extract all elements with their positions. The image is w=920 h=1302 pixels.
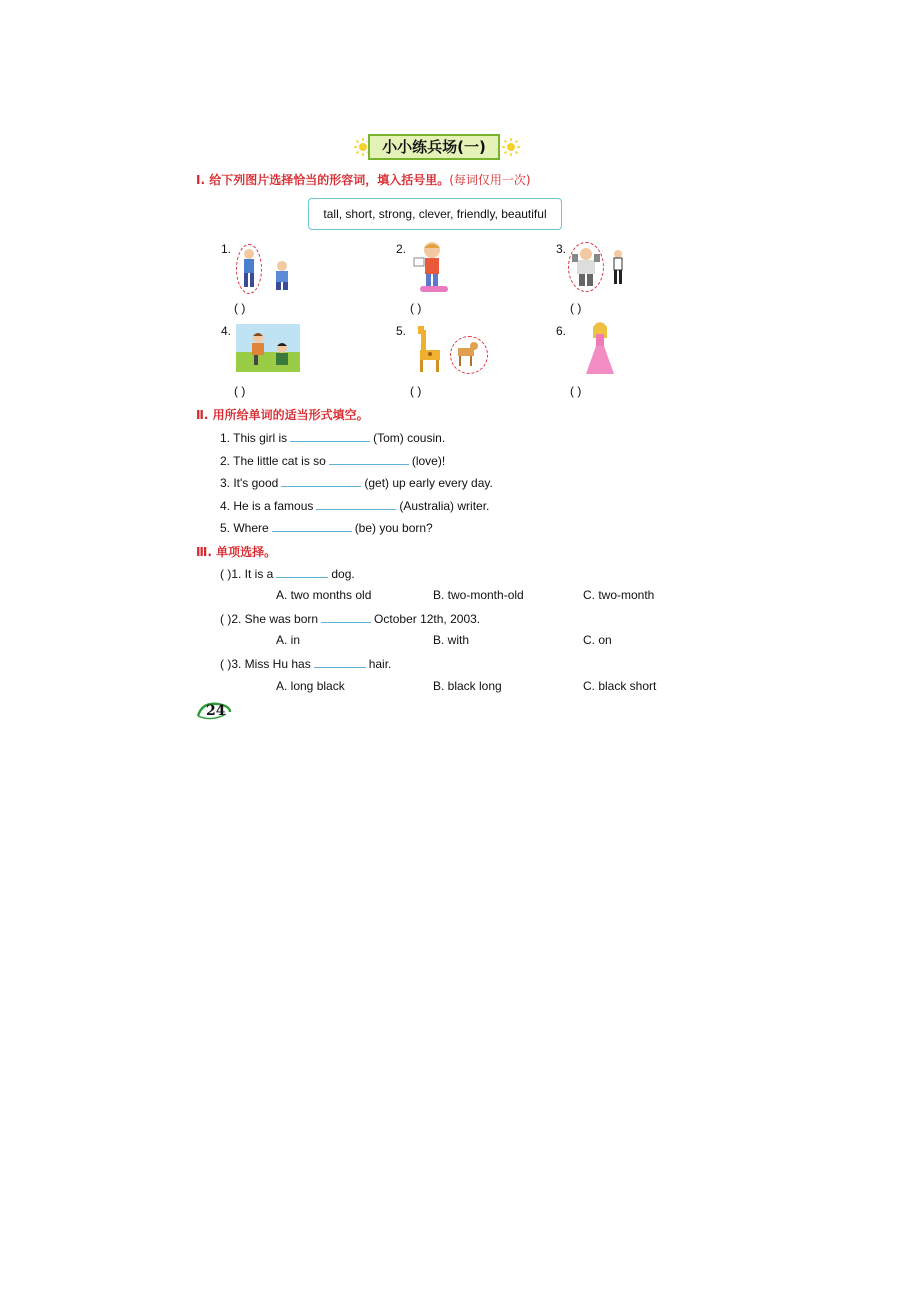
choice-1-text-end: dog. xyxy=(331,567,355,581)
choice-1-blank xyxy=(276,566,328,578)
question-1-blank[interactable] xyxy=(290,430,370,442)
section1-note: (每词仅用一次) xyxy=(449,173,531,187)
friendly-children-picture xyxy=(236,324,300,372)
fill-question-2 xyxy=(220,453,445,468)
choice-1-option-b[interactable]: B. two-month-old xyxy=(433,588,524,602)
page-number: 24 xyxy=(206,703,226,719)
choice-2-option-c[interactable]: C. on xyxy=(583,633,612,647)
question-5-hint: (be) you born? xyxy=(354,521,433,535)
question-5-blank[interactable] xyxy=(272,520,352,532)
question-4-text: 4. He is a famous xyxy=(220,499,314,513)
item-1-answer-paren[interactable]: ( ) xyxy=(234,301,246,315)
choice-2-blank xyxy=(321,611,371,623)
question-3-hint: (get) up early every day. xyxy=(364,476,493,490)
section1-heading-text: Ⅰ. 给下列图片选择恰当的形容词，填入括号里。 xyxy=(196,173,450,187)
question-1-text: 1. This girl is xyxy=(220,431,288,445)
item-4-answer-paren[interactable]: ( ) xyxy=(234,384,246,398)
question-3-text: 3. It's good xyxy=(220,476,279,490)
choice-1-answer-paren[interactable]: ( ) xyxy=(220,567,232,581)
choice-question-3 xyxy=(220,656,391,671)
section3-heading: Ⅲ. 单项选择。 xyxy=(196,545,277,559)
choice-3-text-end: hair. xyxy=(368,657,392,671)
item-6-number: 6. xyxy=(556,324,567,338)
question-3-blank[interactable] xyxy=(281,475,361,487)
fill-question-1 xyxy=(220,430,445,445)
tall-and-short-boys-picture xyxy=(234,244,304,294)
question-1-hint: (Tom) cousin. xyxy=(373,431,446,445)
question-5-text: 5. Where xyxy=(220,521,269,535)
strong-man-picture xyxy=(568,242,634,294)
choice-1-option-a[interactable]: A. two months old xyxy=(276,588,372,602)
choice-2-option-b[interactable]: B. with xyxy=(433,633,470,647)
question-2-blank[interactable] xyxy=(329,453,409,465)
item-6-answer-paren[interactable]: ( ) xyxy=(570,384,582,398)
item-5-answer-paren[interactable]: ( ) xyxy=(410,384,422,398)
fill-question-4 xyxy=(220,498,489,513)
choice-1-text: 1. It is a xyxy=(231,567,274,581)
choice-2-text-end: October 12th, 2003. xyxy=(374,612,481,626)
beautiful-princess-picture xyxy=(578,318,622,378)
choice-2-answer-paren[interactable]: ( ) xyxy=(220,612,232,626)
item-3-answer-paren[interactable]: ( ) xyxy=(570,301,582,315)
choice-2-option-a[interactable]: A. in xyxy=(276,633,301,647)
item-2-number: 2. xyxy=(396,242,407,256)
choice-question-2 xyxy=(220,611,480,626)
giraffe-and-deer-picture xyxy=(410,322,492,376)
question-4-blank[interactable] xyxy=(316,498,396,510)
page-number-badge xyxy=(196,700,232,722)
choice-question-1 xyxy=(220,566,355,581)
page-title: 小小练兵场(一) xyxy=(368,134,500,160)
item-2-answer-paren[interactable]: ( ) xyxy=(410,301,422,315)
choice-3-option-a[interactable]: A. long black xyxy=(276,679,345,693)
choice-3-answer-paren[interactable]: ( ) xyxy=(220,657,232,671)
item-4-number: 4. xyxy=(221,324,232,338)
item-3-number: 3. xyxy=(556,242,567,256)
item-5-number: 5. xyxy=(396,324,407,338)
word-bank-box: tall, short, strong, clever, friendly, beautiful xyxy=(308,198,562,230)
fill-question-5 xyxy=(220,520,433,535)
sun-decoration-right-icon xyxy=(502,138,520,156)
question-2-text: 2. The little cat is so xyxy=(220,454,326,468)
question-4-hint: (Australia) writer. xyxy=(399,499,490,513)
clever-boy-picture xyxy=(410,240,454,296)
choice-1-option-c[interactable]: C. two-month xyxy=(583,588,655,602)
choice-2-text: 2. She was born xyxy=(231,612,319,626)
choice-3-blank xyxy=(314,656,366,668)
choice-3-text: 3. Miss Hu has xyxy=(231,657,311,671)
choice-3-option-b[interactable]: B. black long xyxy=(433,679,502,693)
item-1-number: 1. xyxy=(221,242,232,256)
section2-heading: Ⅱ. 用所给单词的适当形式填空。 xyxy=(196,408,369,422)
section1-heading xyxy=(196,171,531,188)
question-2-hint: (love)! xyxy=(411,454,446,468)
fill-question-3 xyxy=(220,475,493,490)
choice-3-option-c[interactable]: C. black short xyxy=(583,679,657,693)
